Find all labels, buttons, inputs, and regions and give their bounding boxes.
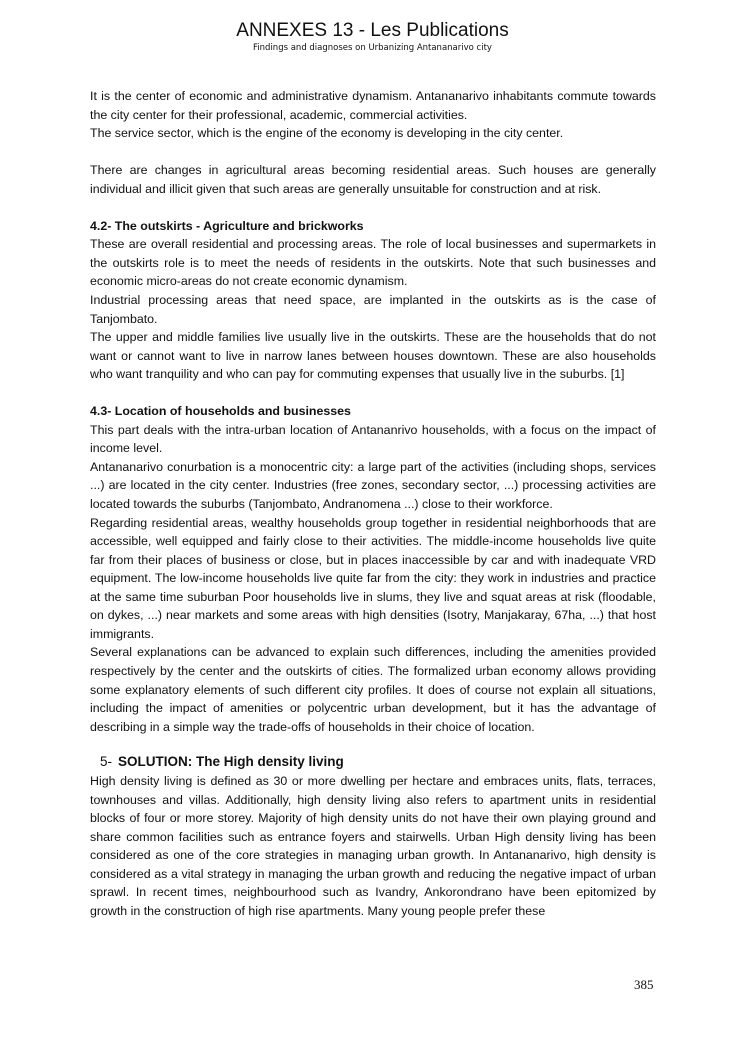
paragraph: These are overall residential and processing areas. The role of local businesses and supermarkets in the outskirts role is to meet the needs of residents in the outskirts. Note that such businesses and economic micro-areas do not create economic dynamism. <box>90 237 656 289</box>
page-number: 385 <box>634 977 654 992</box>
page-header-title: ANNEXES 13 - Les Publications <box>236 20 509 41</box>
section-heading-4-2: 4.2- The outskirts - Agriculture and brickworks <box>90 218 364 233</box>
paragraph: Regarding residential areas, wealthy households group together in residential neighborhoods that are accessible, well equipped and fairly close to their activities. The middle-income households live quite far from their places of business or close, but in places inaccessible by car and with inadequate VRD equipment. The low-income households live quite far from the city: they work in industries and practice at the same time suburban Poor households live in slums, they live and squat areas at risk (floodable, on dykes, ...) near markets and some areas with high densities (Isotry, Manjakaray, 67ha, ...) that host immigrants. <box>90 515 656 641</box>
paragraph: The upper and middle families live usually live in the outskirts. These are the households that do not want or cannot want to live in narrow lanes between houses downtown. These are also households who want tranquility and who can pay for commuting expenses that usually live in the suburbs. [1] <box>90 330 656 382</box>
page-header-subtitle: Findings and diagnoses on Urbanizing Antananarivo city <box>253 43 492 53</box>
paragraph: It is the center of economic and administrative dynamism. Antananarivo inhabitants commute towards the city center for their professional, academic, commercial activities. <box>90 89 656 122</box>
paragraph: This part deals with the intra-urban location of Antananrivo households, with a focus on the impact of income level. <box>90 422 656 456</box>
document-body <box>90 87 656 921</box>
paragraph: The service sector, which is the engine of the economy is developing in the city center. <box>90 126 564 141</box>
paragraph: Several explanations can be advanced to explain such differences, including the amenities provided respectively by the center and the outskirts of cities. The formalized urban economy allows providing some explanatory elements of such different city profiles. It does of course not explain all situations, including the impact of amenities or polycentric urban development, but it has the advantage of describing in a simple way the trade-offs of households in their choice of location. <box>90 645 656 734</box>
paragraph: There are changes in agricultural areas becoming residential areas. Such houses are generally individual and illicit given that such areas are generally unsuitable for construction and at risk. <box>90 163 656 196</box>
paragraph: High density living is defined as 30 or more dwelling per hectare and embraces units, flats, terraces, townhouses and villas. Additionally, high density living also refers to apartment units in residential blocks of four or more storey. Majority of high density units do not have their own playing ground and share common facilities such as entrance foyers and stairwells. Urban High density living has been considered as one of the core strategies in managing urban growth. In Antananarivo, high density is considered as a vital strategy in managing the urban growth and reducing the negative impact of urban sprawl. In recent times, neighbourhood such as Ivandry, Ankorondrano have been epitomized by growth in the construction of high rise apartments. Many young people prefer these <box>90 774 656 918</box>
section-heading-5 <box>100 752 656 772</box>
paragraph: Antananarivo conurbation is a monocentric city: a large part of the activities (including shops, services ...) are located in the city center. Industries (free zones, secondary sector, ...) processing activities are located towards the suburbs (Tanjombato, Andranomena ...) close to their workforce. <box>90 459 656 512</box>
section-title: SOLUTION: The High density living <box>118 754 344 770</box>
section-heading-4-3: 4.3- Location of households and businesses <box>90 404 351 419</box>
section-number: 5- <box>100 754 113 770</box>
paragraph: Industrial processing areas that need space, are implanted in the outskirts as is the case of Tanjombato. <box>90 293 656 326</box>
